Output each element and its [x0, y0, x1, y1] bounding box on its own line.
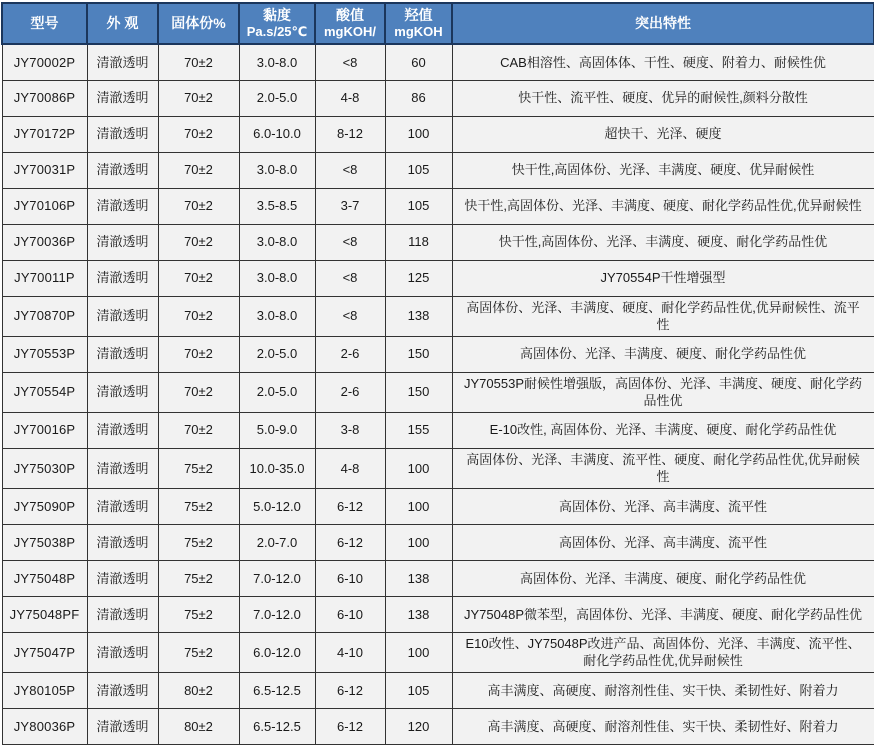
header-viscosity [239, 3, 315, 44]
solid-content-cell: 75±2 [158, 596, 239, 632]
acid-value-cell: 6-12 [315, 672, 385, 708]
features-cell: 快干性,高固体份、光泽、丰满度、硬度、耐化学药品性优 [452, 224, 874, 260]
solid-content-cell: 70±2 [158, 296, 239, 336]
features-cell: 快干性,高固体份、光泽、丰满度、硬度、耐化学药品性优,优异耐候性 [452, 188, 874, 224]
hydroxyl-value-cell: 105 [385, 672, 452, 708]
features-cell: 超快干、光泽、硬度 [452, 116, 874, 152]
hydroxyl-value-cell: 150 [385, 372, 452, 412]
features-cell: 高丰满度、高硬度、耐溶剂性佳、实干快、柔韧性好、附着力 [452, 672, 874, 708]
solid-content-cell: 70±2 [158, 80, 239, 116]
table-row [2, 296, 874, 336]
features-cell: CAB相溶性、高固体体、干性、硬度、附着力、耐候性优 [452, 44, 874, 80]
model-cell: JY75048P [2, 560, 87, 596]
solid-content-cell: 70±2 [158, 412, 239, 448]
acid-value-cell: <8 [315, 296, 385, 336]
table-body [2, 44, 874, 744]
acid-value-cell: 6-12 [315, 488, 385, 524]
solid-content-cell: 80±2 [158, 708, 239, 744]
viscosity-cell: 6.5-12.5 [239, 708, 315, 744]
viscosity-cell: 5.0-9.0 [239, 412, 315, 448]
acid-value-cell: 6-10 [315, 560, 385, 596]
table-row [2, 488, 874, 524]
features-cell: 高固体份、光泽、高丰满度、流平性 [452, 524, 874, 560]
acid-value-cell: 6-12 [315, 708, 385, 744]
acid-value-cell: 6-12 [315, 524, 385, 560]
appearance-cell: 清澈透明 [87, 44, 158, 80]
solid-content-cell: 70±2 [158, 152, 239, 188]
header-features-label: 突出特性 [635, 15, 691, 32]
solid-content-cell: 75±2 [158, 524, 239, 560]
viscosity-cell: 3.5-8.5 [239, 188, 315, 224]
hydroxyl-value-cell: 86 [385, 80, 452, 116]
table-row [2, 152, 874, 188]
appearance-cell: 清澈透明 [87, 80, 158, 116]
appearance-cell: 清澈透明 [87, 524, 158, 560]
model-cell: JY80105P [2, 672, 87, 708]
header-solid-content [158, 3, 239, 44]
appearance-cell: 清澈透明 [87, 188, 158, 224]
hydroxyl-value-cell: 100 [385, 116, 452, 152]
acid-value-cell: 3-7 [315, 188, 385, 224]
viscosity-cell: 3.0-8.0 [239, 224, 315, 260]
appearance-cell: 清澈透明 [87, 152, 158, 188]
table-row [2, 260, 874, 296]
features-cell: 高固体份、光泽、丰满度、硬度、耐化学药品性优 [452, 560, 874, 596]
header-appearance-label: 外 观 [106, 15, 139, 32]
features-cell: JY75048P微苯型，高固体份、光泽、丰满度、硬度、耐化学药品性优 [452, 596, 874, 632]
features-cell: E10改性、JY75048P改进产品、高固体份、光泽、丰满度、流平性、耐化学药品性优,优异耐候性 [452, 632, 874, 672]
features-cell: 高固体份、光泽、高丰满度、流平性 [452, 488, 874, 524]
acid-value-cell: 2-6 [315, 372, 385, 412]
model-cell: JY70554P [2, 372, 87, 412]
viscosity-cell: 7.0-12.0 [239, 560, 315, 596]
viscosity-cell: 10.0-35.0 [239, 448, 315, 488]
acid-value-cell: <8 [315, 152, 385, 188]
header-viscosity-unit: Pa.s/25℃ [246, 24, 308, 40]
acid-value-cell: 4-8 [315, 448, 385, 488]
solid-content-cell: 70±2 [158, 44, 239, 80]
viscosity-cell: 3.0-8.0 [239, 296, 315, 336]
features-cell: 高固体份、光泽、丰满度、硬度、耐化学药品性优,优异耐候性、流平性 [452, 296, 874, 336]
acid-value-cell: 6-10 [315, 596, 385, 632]
appearance-cell: 清澈透明 [87, 672, 158, 708]
features-cell: E-10改性, 高固体份、光泽、丰满度、硬度、耐化学药品性优 [452, 412, 874, 448]
table-row [2, 224, 874, 260]
model-cell: JY75048PF [2, 596, 87, 632]
model-cell: JY70086P [2, 80, 87, 116]
model-cell: JY70031P [2, 152, 87, 188]
table-row [2, 44, 874, 80]
solid-content-cell: 80±2 [158, 672, 239, 708]
model-cell: JY70106P [2, 188, 87, 224]
solid-content-cell: 75±2 [158, 488, 239, 524]
viscosity-cell: 2.0-5.0 [239, 80, 315, 116]
appearance-cell: 清澈透明 [87, 116, 158, 152]
appearance-cell: 清澈透明 [87, 708, 158, 744]
solid-content-cell: 75±2 [158, 560, 239, 596]
model-cell: JY70002P [2, 44, 87, 80]
header-acid-value-unit: mgKOH/ [324, 24, 376, 40]
appearance-cell: 清澈透明 [87, 596, 158, 632]
viscosity-cell: 3.0-8.0 [239, 44, 315, 80]
viscosity-cell: 3.0-8.0 [239, 152, 315, 188]
appearance-cell: 清澈透明 [87, 448, 158, 488]
acid-value-cell: 2-6 [315, 336, 385, 372]
model-cell: JY70870P [2, 296, 87, 336]
hydroxyl-value-cell: 138 [385, 296, 452, 336]
model-cell: JY70036P [2, 224, 87, 260]
table-row [2, 672, 874, 708]
viscosity-cell: 7.0-12.0 [239, 596, 315, 632]
viscosity-cell: 6.0-12.0 [239, 632, 315, 672]
hydroxyl-value-cell: 100 [385, 524, 452, 560]
features-cell: JY70553P耐候性增强版，高固体份、光泽、丰满度、硬度、耐化学药品性优 [452, 372, 874, 412]
solid-content-cell: 75±2 [158, 632, 239, 672]
hydroxyl-value-cell: 100 [385, 632, 452, 672]
model-cell: JY75030P [2, 448, 87, 488]
hydroxyl-value-cell: 60 [385, 44, 452, 80]
appearance-cell: 清澈透明 [87, 224, 158, 260]
model-cell: JY70011P [2, 260, 87, 296]
table-row [2, 524, 874, 560]
viscosity-cell: 2.0-7.0 [239, 524, 315, 560]
hydroxyl-value-cell: 105 [385, 152, 452, 188]
table-row [2, 560, 874, 596]
solid-content-cell: 70±2 [158, 336, 239, 372]
header-acid-value [315, 3, 385, 44]
solid-content-cell: 70±2 [158, 260, 239, 296]
viscosity-cell: 6.5-12.5 [239, 672, 315, 708]
viscosity-cell: 2.0-5.0 [239, 372, 315, 412]
model-cell: JY70172P [2, 116, 87, 152]
header-features [452, 3, 874, 44]
appearance-cell: 清澈透明 [87, 372, 158, 412]
solid-content-cell: 75±2 [158, 448, 239, 488]
features-cell: 高固体份、光泽、丰满度、硬度、耐化学药品性优 [452, 336, 874, 372]
features-cell: 高丰满度、高硬度、耐溶剂性佳、实干快、柔韧性好、附着力 [452, 708, 874, 744]
appearance-cell: 清澈透明 [87, 260, 158, 296]
acid-value-cell: 4-10 [315, 632, 385, 672]
acid-value-cell: 4-8 [315, 80, 385, 116]
model-cell: JY75090P [2, 488, 87, 524]
hydroxyl-value-cell: 105 [385, 188, 452, 224]
header-hydroxyl-value [385, 3, 452, 44]
header-viscosity-label: 黏度 [263, 7, 291, 23]
table-row [2, 336, 874, 372]
table-row [2, 80, 874, 116]
viscosity-cell: 3.0-8.0 [239, 260, 315, 296]
features-cell: 快干性,高固体份、光泽、丰满度、硬度、优异耐候性 [452, 152, 874, 188]
appearance-cell: 清澈透明 [87, 560, 158, 596]
appearance-cell: 清澈透明 [87, 632, 158, 672]
table-row [2, 188, 874, 224]
hydroxyl-value-cell: 118 [385, 224, 452, 260]
table-row [2, 372, 874, 412]
header-row [2, 3, 874, 44]
appearance-cell: 清澈透明 [87, 412, 158, 448]
header-hydroxyl-value-unit: mgKOH [394, 24, 443, 40]
hydroxyl-value-cell: 120 [385, 708, 452, 744]
viscosity-cell: 6.0-10.0 [239, 116, 315, 152]
header-solid-content-label: 固体份% [171, 15, 226, 32]
table-row [2, 632, 874, 672]
acid-value-cell: 8-12 [315, 116, 385, 152]
table-row [2, 448, 874, 488]
solid-content-cell: 70±2 [158, 372, 239, 412]
model-cell: JY70553P [2, 336, 87, 372]
solid-content-cell: 70±2 [158, 188, 239, 224]
header-model-label: 型号 [30, 15, 59, 32]
header-hydroxyl-value-label: 羟值 [404, 7, 433, 23]
model-cell: JY80036P [2, 708, 87, 744]
features-cell: 快干性、流平性、硬度、优异的耐候性,颜料分散性 [452, 80, 874, 116]
acid-value-cell: 3-8 [315, 412, 385, 448]
table-row [2, 708, 874, 744]
solid-content-cell: 70±2 [158, 116, 239, 152]
table-header [2, 3, 874, 44]
appearance-cell: 清澈透明 [87, 488, 158, 524]
hydroxyl-value-cell: 150 [385, 336, 452, 372]
table-row [2, 412, 874, 448]
features-cell: 高固体份、光泽、丰满度、流平性、硬度、耐化学药品性优,优异耐候性 [452, 448, 874, 488]
acid-value-cell: <8 [315, 224, 385, 260]
table-row [2, 596, 874, 632]
hydroxyl-value-cell: 100 [385, 488, 452, 524]
viscosity-cell: 5.0-12.0 [239, 488, 315, 524]
model-cell: JY75038P [2, 524, 87, 560]
header-appearance [87, 3, 158, 44]
hydroxyl-value-cell: 138 [385, 596, 452, 632]
hydroxyl-value-cell: 138 [385, 560, 452, 596]
acid-value-cell: <8 [315, 44, 385, 80]
features-cell: JY70554P干性增强型 [452, 260, 874, 296]
appearance-cell: 清澈透明 [87, 296, 158, 336]
hydroxyl-value-cell: 155 [385, 412, 452, 448]
header-model [2, 3, 87, 44]
header-acid-value-label: 酸值 [336, 7, 364, 23]
appearance-cell: 清澈透明 [87, 336, 158, 372]
model-cell: JY70016P [2, 412, 87, 448]
table-row [2, 116, 874, 152]
model-cell: JY75047P [2, 632, 87, 672]
hydroxyl-value-cell: 125 [385, 260, 452, 296]
viscosity-cell: 2.0-5.0 [239, 336, 315, 372]
spec-table [1, 2, 874, 745]
hydroxyl-value-cell: 100 [385, 448, 452, 488]
acid-value-cell: <8 [315, 260, 385, 296]
solid-content-cell: 70±2 [158, 224, 239, 260]
